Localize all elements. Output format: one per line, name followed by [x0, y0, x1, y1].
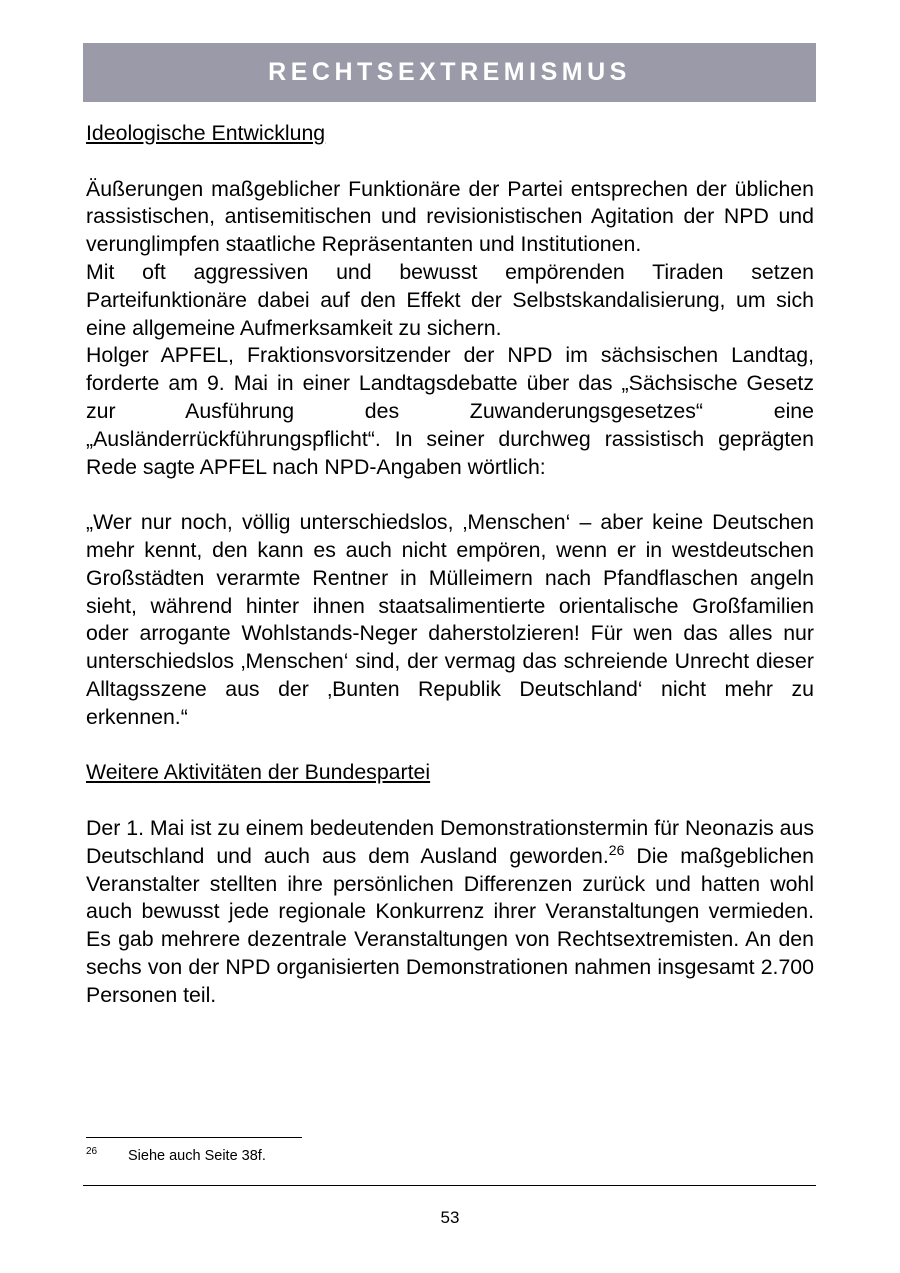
footnote-text: Siehe auch Seite 38f. — [128, 1148, 266, 1164]
footer-divider — [83, 1185, 816, 1186]
footnote-separator — [86, 1137, 302, 1138]
section-heading-ideologische-entwicklung: Ideologische Entwicklung — [86, 121, 326, 145]
footnote-reference: 26 — [608, 841, 625, 858]
paragraph-4-rest: Die maßgeblichen Veranstalter stellten ihre persönlichen Differenzen zurück und hatten wohl auch bewusst jede regionale Konkurrenz ihrer Veranstaltungen vermieden. Es gab mehrere dezentrale Veranstaltungen von Rechtsextremisten. An den sechs von der NPD organisierten Demonstrationen nahmen insgesamt 2.700 Personen teil. — [86, 843, 814, 1007]
header-banner — [83, 43, 816, 102]
page-number: 53 — [440, 1208, 460, 1227]
paragraph-1: Äußerungen maßgeblicher Funktionäre der Partei entsprechen der üblichen rassistischen, antisemitischen und revisionistischen Agitation der NPD und verunglimpfen staatliche Repräsentanten und Institutionen. — [86, 176, 814, 257]
paragraph-3: Holger APFEL, Fraktionsvorsitzender der NPD im sächsischen Landtag, forderte am 9. Mai in einer Landtagsdebatte über das „Sächsische Gesetz zur Ausführung des Zuwanderungsgesetzes“ eine „Ausländerrückführungspflicht“. In seiner durchweg rassistisch geprägten Rede sagte APFEL nach NPD-Angaben wörtlich: — [86, 343, 814, 479]
main-content — [86, 120, 814, 1010]
paragraph-4-start: Der 1. Mai ist zu einem bedeutenden Demonstrationstermin für Neonazis aus Deutschland und auch aus dem Ausland geworden. — [86, 815, 815, 868]
paragraph-2: Mit oft aggressiven und bewusst empörenden Tiraden setzen Parteifunktionäre dabei auf den Effekt der Selbstskandalisierung, um sich eine allgemeine Aufmerksamkeit zu sichern. — [86, 259, 814, 340]
block-quote: „Wer nur noch, völlig unterschiedslos, ‚Menschen‘ – aber keine Deutschen mehr kennt, den kann es auch nicht empören, wenn er in westdeutschen Großstädten verarmte Rentner in Mülleimern nach Pfandflaschen angeln sieht, während hinter ihnen staatsalimentierte orientalische Großfamilien oder arrogante Wohlstands-Neger daherstolzieren! Für wen das alles nur unterschiedslos ‚Menschen‘ sind, der vermag das schreiende Unrecht dieser Alltagsszene aus der ‚Bunten Republik Deutschland‘ nicht mehr zu erkennen.“ — [86, 510, 814, 729]
paragraph-4 — [86, 815, 814, 1010]
page-section-title: RECHTSEXTREMISMUS — [268, 58, 631, 86]
section-heading-weitere-aktivitaeten: Weitere Aktivitäten der Bundespartei — [86, 760, 431, 785]
footnote-number: 26 — [86, 1146, 98, 1157]
